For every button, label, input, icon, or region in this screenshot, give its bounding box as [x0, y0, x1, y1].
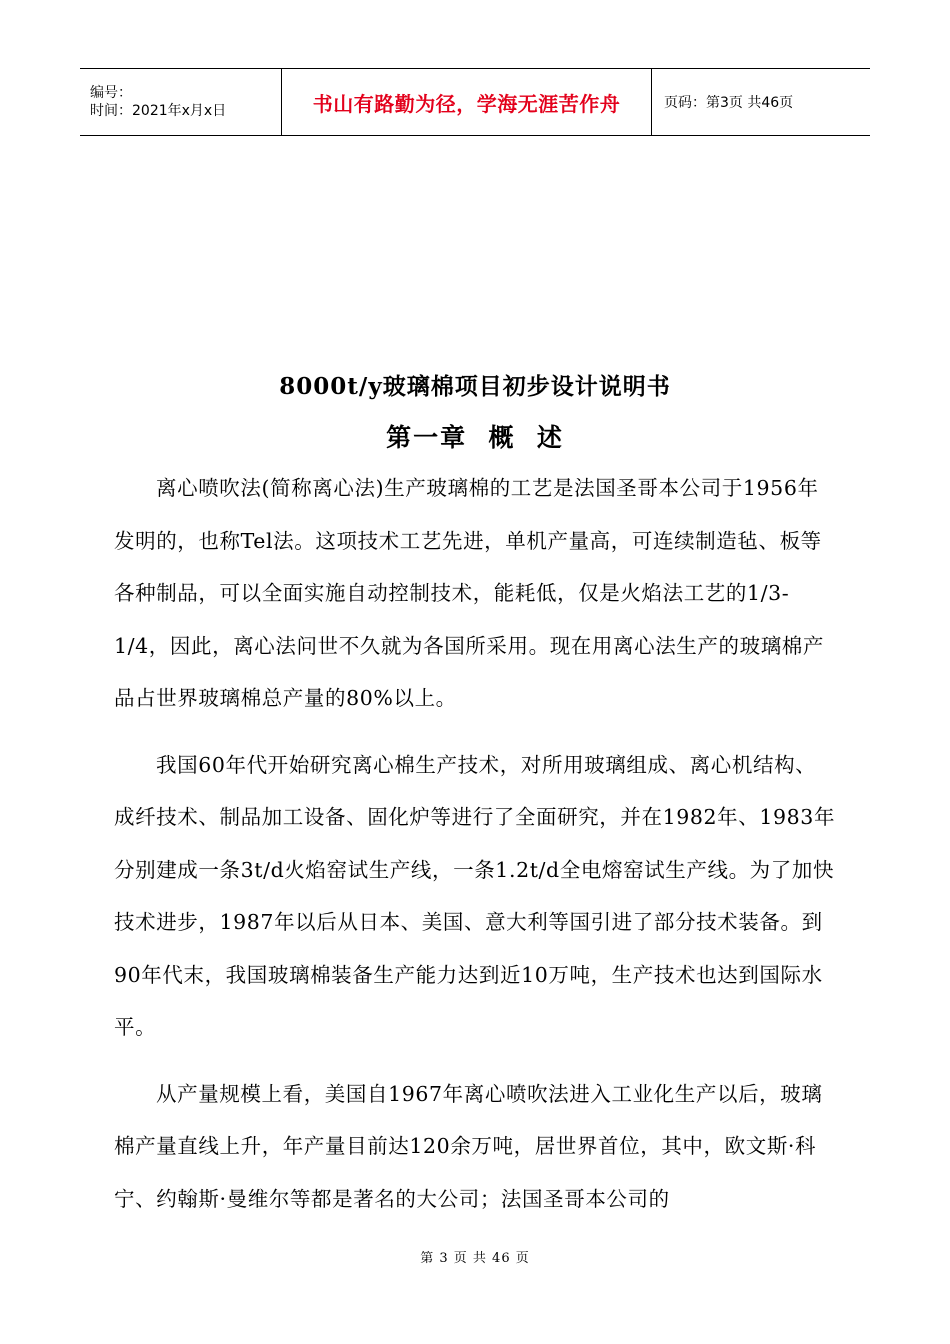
- chapter-title: 第一章 概 述: [386, 423, 564, 452]
- body-text: [114, 462, 836, 1225]
- paragraph: 离心喷吹法(简称离心法)生产玻璃棉的工艺是法国圣哥本公司于1956年发明的，也称Tel法。这项技术工艺先进，单机产量高，可连续制造毡、板等各种制品，可以全面实施自动控制技术，能耗低，仅是火焰法工艺的1/3-1/4，因此，离心法问世不久就为各国所采用。现在用离心法生产的玻璃棉产品占世界玻璃棉总产量的80%以上。: [114, 476, 824, 710]
- header-motto: 书山有路勤为径，学海无涯苦作舟: [312, 91, 621, 116]
- page-header: [80, 68, 870, 136]
- number-label: 编号：: [90, 85, 132, 101]
- paragraph: 从产量规模上看，美国自1967年离心喷吹法进入工业化生产以后，玻璃棉产量直线上升，年产量目前达120余万吨，居世界首位，其中，欧文斯·科宁、约翰斯·曼维尔等都是著名的大公司；法国圣哥本公司的: [114, 1081, 823, 1211]
- document-title: 8000t/y玻璃棉项目初步设计说明书: [279, 373, 671, 400]
- header-page-info: 页码：第3页 共46页: [664, 95, 794, 111]
- paragraph: 我国60年代开始研究离心棉生产技术，对所用玻璃组成、离心机结构、成纤技术、制品加工设备、固化炉等进行了全面研究，并在1982年、1983年分别建成一条3t/d火焰窑试生产线，一条1.2t/d全电熔窑试生产线。为了加快技术进步，1987年以后从日本、美国、意大利等国引进了部分技术装备。到90年代末，我国玻璃棉装备生产能力达到近10万吨，生产技术也达到国际水平。: [114, 752, 836, 1039]
- header-meta: [80, 69, 282, 135]
- page-footer: 第 3 页 共 46 页: [420, 1251, 530, 1266]
- time-label: 时间：2021年x月x日: [90, 103, 227, 119]
- header-motto-cell: [282, 69, 652, 135]
